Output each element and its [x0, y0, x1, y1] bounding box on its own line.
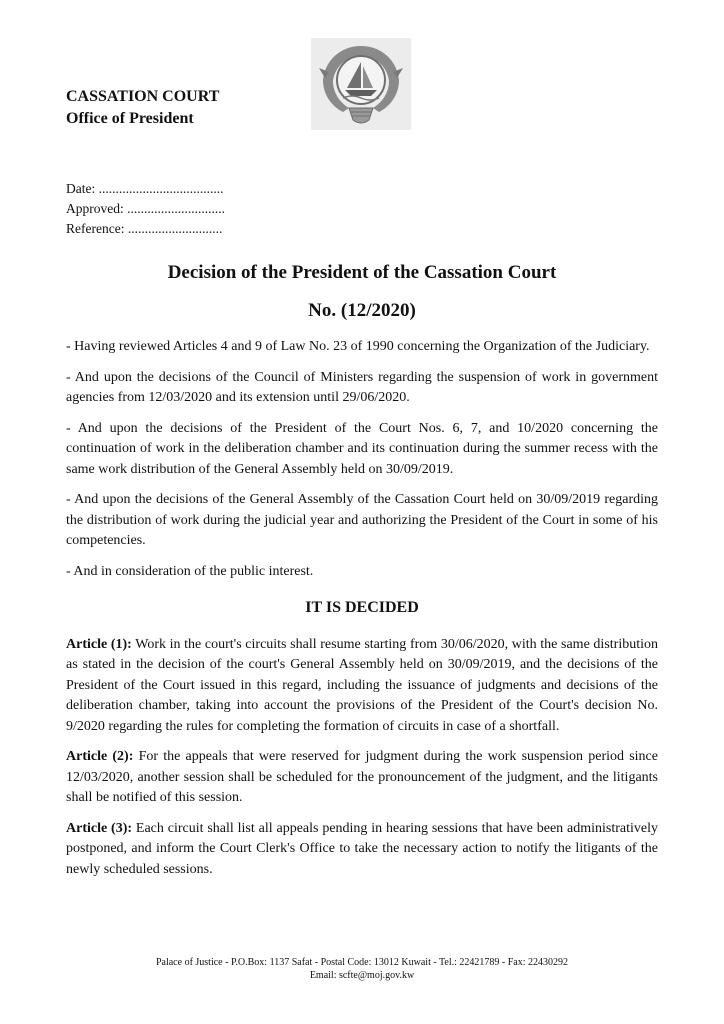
- decision-number: No. (12/2020): [308, 300, 416, 321]
- preamble-item: - And upon the decisions of the General Assembly of the Cassation Court held on 30/09/2019 regarding the distribution of work during the judicial year and authorizing the President of the Court in some of his competencies.: [66, 492, 658, 548]
- decided-heading: IT IS DECIDED: [305, 599, 419, 616]
- article-text: For the appeals that were reserved for judgment during the work suspension period since 12/03/2020, another session shall be scheduled for the pronouncement of the judgment, and the litigants shall be notified of this session.: [66, 749, 658, 805]
- state-emblem-icon: [311, 38, 411, 130]
- decision-body: [66, 337, 658, 890]
- court-header: [66, 86, 219, 130]
- article-text: Each circuit shall list all appeals pending in hearing sessions that have been administratively postponed, and inform the Court Clerk's Office to take the necessary action to notify the litigants of the newly scheduled sessions.: [66, 820, 659, 877]
- court-name: CASSATION COURT: [66, 88, 220, 105]
- preamble-item: - Having reviewed Articles 4 and 9 of Law No. 23 of 1990 concerning the Organization of the Judiciary.: [66, 339, 650, 354]
- footer-email: Email: scfte@moj.gov.kw: [309, 970, 415, 981]
- reference-field: Reference: ............................: [66, 221, 223, 236]
- preamble-item: - And upon the decisions of the President of the Court Nos. 6, 7, and 10/2020 concerning the continuation of work in the deliberation chamber and its continuation during the summer recess with the same work distribution of the General Assembly held on 30/09/2019.: [66, 420, 658, 477]
- preamble-item: - And upon the decisions of the Council of Ministers regarding the suspension of work in government agencies from 12/03/2020 and its extension until 29/06/2020.: [66, 369, 658, 405]
- preamble-item: - And in consideration of the public interest.: [66, 563, 314, 579]
- approved-field: Approved: .............................: [66, 201, 225, 216]
- footer-address: Palace of Justice - P.O.Box: 1137 Safat - Postal Code: 13012 Kuwait - Tel.: 22421789 - Fax: 22430292: [155, 957, 569, 968]
- article-label: Article (2):: [66, 749, 134, 764]
- article-1: [66, 635, 658, 738]
- decision-title: Decision of the President of the Cassation Court: [167, 262, 557, 283]
- article-label: Article (3):: [66, 820, 133, 836]
- date-field: Date: .....................................: [66, 181, 224, 196]
- office-name: Office of President: [66, 110, 194, 127]
- article-2: [66, 747, 658, 809]
- document-meta: [66, 179, 225, 239]
- article-text: Work in the court's circuits shall resume starting from 30/06/2020, with the same distribution as stated in the decision of the court's General Assembly held on 30/09/2019, and the decisions of the President of the Court issued in this regard, including the issuance of judgments and decisions of the deliberation chamber, taking into account the provisions of the President of the Court's decision No. 9/2020 regarding the rules for completing the formation of circuits in case of a shortfall.: [66, 636, 658, 734]
- article-3: [66, 819, 658, 881]
- article-label: Article (1):: [66, 636, 132, 652]
- page-footer: [0, 956, 724, 982]
